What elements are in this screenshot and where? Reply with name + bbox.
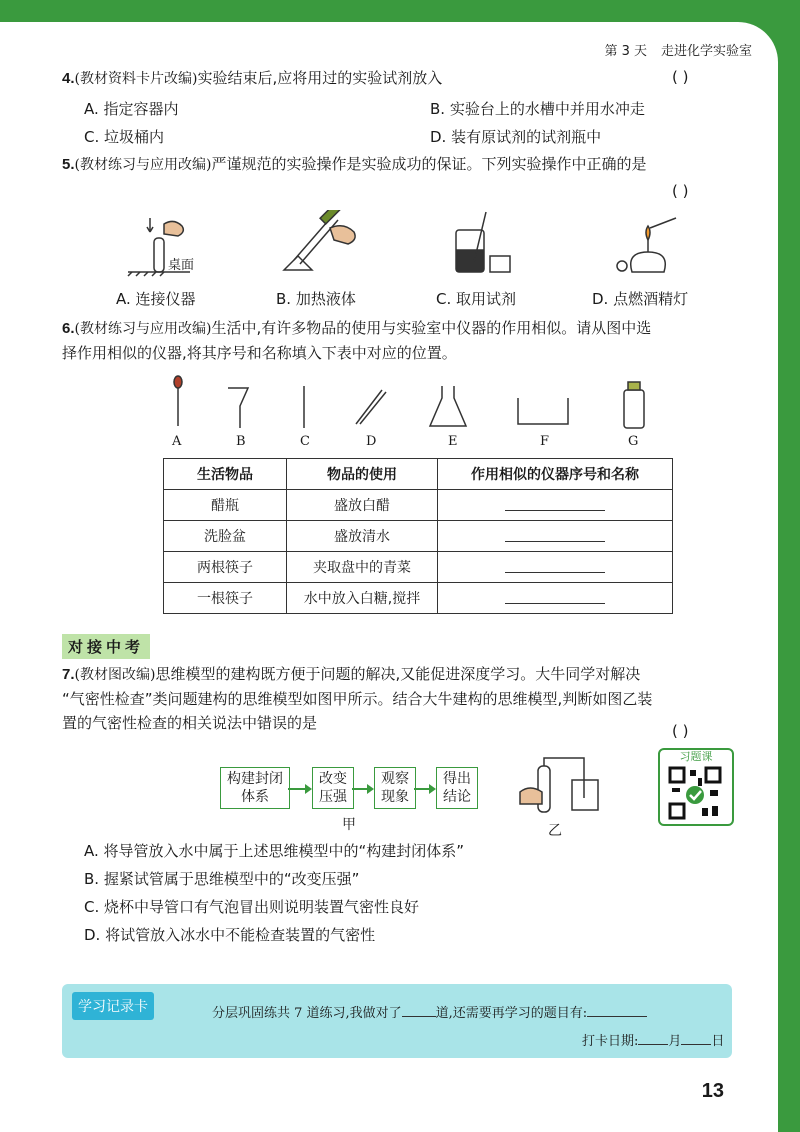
- q4-number: 4.: [62, 70, 75, 87]
- q7-option-d: D. 将试管放入冰水中不能检查装置的气密性: [84, 926, 376, 944]
- q7-option-b: B. 握紧试管属于思维模型中的“改变压强”: [84, 870, 360, 888]
- q4-stem: [62, 66, 442, 91]
- qr-label: 习题课: [679, 750, 713, 763]
- table-cell: 醋瓶: [164, 490, 287, 521]
- q5-source: (教材练习与应用改编): [74, 157, 212, 173]
- q6-stem: [62, 316, 742, 365]
- month-blank[interactable]: [638, 1044, 668, 1045]
- q7-text-2: “气密性检查”类问题建构的思维模型如图甲所示。结合大牛建构的思维模型,判断如图乙装: [62, 690, 653, 708]
- table-row: [164, 583, 673, 614]
- figure-heat-liquid: [284, 210, 355, 270]
- dropper-icon: [174, 376, 182, 426]
- flow-step-4: 得出 结论: [436, 767, 478, 809]
- header-title: 走进化学实验室: [660, 44, 752, 59]
- table-cell: 夹取盘中的青菜: [287, 552, 438, 583]
- figure-label-jia: 甲: [342, 817, 356, 833]
- reagent-bottle-icon: [624, 382, 644, 428]
- table-header: 生活物品: [164, 459, 287, 490]
- q5-stem: [62, 152, 646, 177]
- review-items-blank[interactable]: [587, 1016, 647, 1017]
- figure-light-lamp: [617, 218, 676, 272]
- table-row: [164, 521, 673, 552]
- q5-option-a: A. 连接仪器: [116, 290, 196, 308]
- table-cell: 洗脸盆: [164, 521, 287, 552]
- record-date: 打卡日期: 月 日: [582, 1034, 725, 1049]
- q5-number: 5.: [62, 156, 75, 173]
- q6-text-2: 择作用相似的仪器,将其序号和名称填入下表中对应的位置。: [62, 344, 457, 362]
- q6-table: [163, 458, 673, 614]
- record-line-1: 分层巩固练共 7 道练习,我做对了 道,还需要再学习的题目有:: [212, 1002, 647, 1021]
- q4-source: (教材资料卡片改编): [74, 71, 198, 87]
- q4-option-c: C. 垃圾桶内: [84, 128, 165, 146]
- table-cell: 两根筷子: [164, 552, 287, 583]
- qr-code-card[interactable]: [658, 748, 734, 826]
- q5-answer-paren: ( ): [672, 182, 689, 200]
- study-record-card: [62, 984, 732, 1058]
- q7-text-1: 思维模型的建构既方便于问题的解决,又能促进深度学习。大牛同学对解决: [155, 665, 641, 683]
- tweezers-icon: [356, 390, 386, 424]
- q5-option-d: D. 点燃酒精灯: [592, 290, 689, 308]
- table-row: [164, 552, 673, 583]
- table-cell: 盛放清水: [287, 521, 438, 552]
- answer-blank[interactable]: [438, 583, 673, 614]
- instrument-label-a: A: [172, 434, 182, 449]
- instrument-label-b: B: [236, 434, 246, 449]
- table-header: 物品的使用: [287, 459, 438, 490]
- table-header-row: [164, 459, 673, 490]
- flow-arrow: [414, 788, 430, 790]
- figure-label-yi: 乙: [548, 823, 562, 839]
- page-number: 13: [701, 1080, 724, 1102]
- q4-option-a: A. 指定容器内: [84, 100, 179, 118]
- flow-step-3: 观察 现象: [374, 767, 416, 809]
- table-header: 作用相似的仪器序号和名称: [438, 459, 673, 490]
- instrument-label-e: E: [448, 434, 458, 449]
- basin-icon: [518, 398, 568, 424]
- instrument-label-g: G: [628, 434, 639, 449]
- flow-arrow: [288, 788, 306, 790]
- q4-text: 实验结束后,应将用过的实验试剂放入: [197, 69, 443, 87]
- q7-text-3: 置的气密性检查的相关说法中错误的是: [62, 714, 318, 732]
- q7-answer-paren: ( ): [672, 722, 689, 740]
- correct-count-blank[interactable]: [402, 1016, 436, 1017]
- q5-figures: [120, 210, 700, 282]
- table-cell: 盛放白醋: [287, 490, 438, 521]
- answer-blank[interactable]: [438, 552, 673, 583]
- flow-step-1: 构建封闭 体系: [220, 767, 290, 809]
- instrument-label-d: D: [366, 434, 377, 449]
- answer-blank[interactable]: [438, 490, 673, 521]
- q5-option-b: B. 加热液体: [276, 290, 356, 308]
- q4-answer-paren: ( ): [672, 68, 689, 86]
- desk-label: 桌面: [168, 258, 195, 273]
- instrument-label-f: F: [540, 434, 550, 449]
- funnel-icon: [228, 388, 248, 428]
- flow-step-2: 改变 压强: [312, 767, 354, 809]
- q6-number: 6.: [62, 320, 75, 337]
- q7-option-c: C. 烧杯中导管口有气泡冒出则说明装置气密性良好: [84, 898, 420, 916]
- q5-option-c: C. 取用试剂: [436, 290, 517, 308]
- day-blank[interactable]: [681, 1044, 711, 1045]
- q6-text-1: 生活中,有许多物品的使用与实验室中仪器的作用相似。请从图中选: [211, 319, 652, 337]
- q6-instruments: [160, 374, 660, 430]
- record-card-label: 学习记录卡: [72, 992, 154, 1020]
- q7-option-a: A. 将导管放入水中属于上述思维模型中的“构建封闭体系”: [84, 842, 465, 860]
- q5-text: 严谨规范的实验操作是实验成功的保证。下列实验操作中正确的是: [211, 155, 647, 173]
- table-cell: 一根筷子: [164, 583, 287, 614]
- q7-number: 7.: [62, 666, 75, 683]
- header-day: 第 3 天: [604, 44, 647, 59]
- q4-option-b: B. 实验台上的水槽中并用水冲走: [430, 100, 645, 118]
- conical-flask-icon: [430, 386, 466, 426]
- q6-source: (教材练习与应用改编): [74, 321, 212, 337]
- page: [0, 22, 778, 1132]
- table-cell: 水中放入白糖,搅拌: [287, 583, 438, 614]
- q4-option-d: D. 装有原试剂的试剂瓶中: [430, 128, 602, 146]
- q7-source: (教材图改编): [74, 667, 156, 683]
- instrument-label-c: C: [300, 434, 310, 449]
- answer-blank[interactable]: [438, 521, 673, 552]
- flow-arrow: [352, 788, 368, 790]
- q7-stem: [62, 662, 752, 735]
- figure-take-reagent: [456, 212, 510, 272]
- qr-code-icon: [668, 766, 722, 820]
- table-row: [164, 490, 673, 521]
- section-tag: 对接中考: [62, 634, 150, 659]
- airtightness-apparatus: [516, 752, 606, 818]
- page-header: [590, 40, 752, 59]
